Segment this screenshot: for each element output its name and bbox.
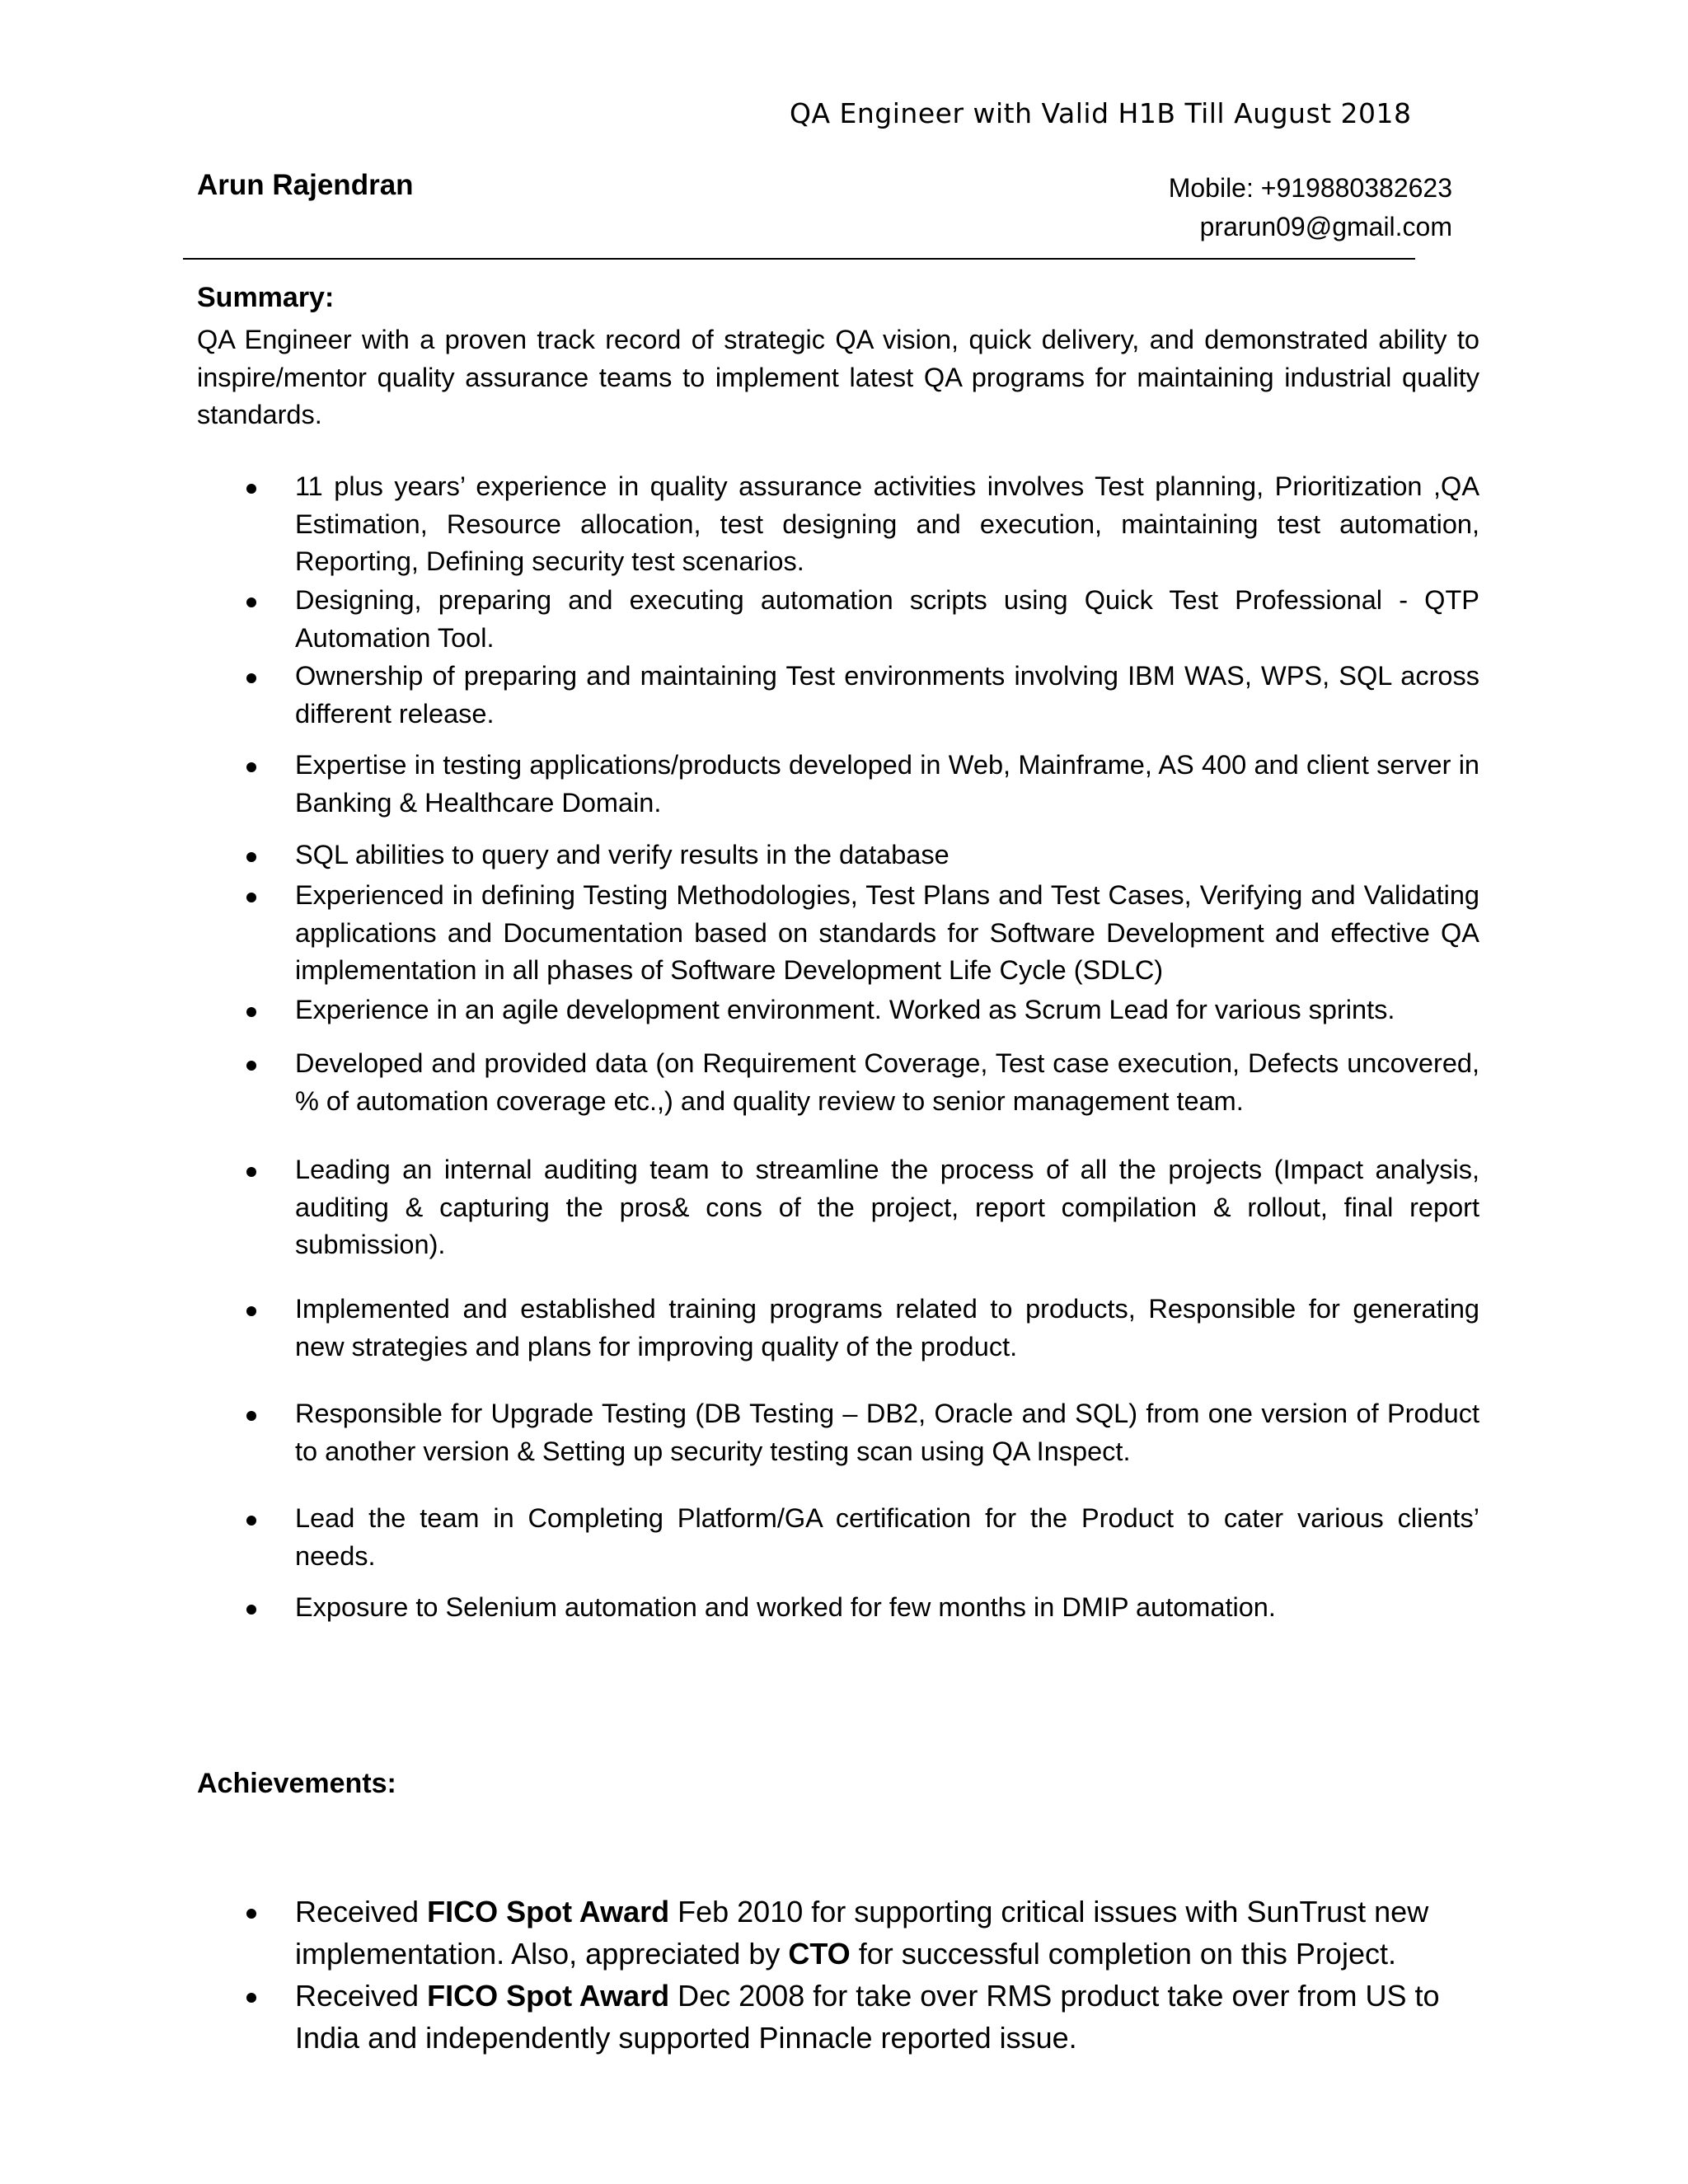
bullet-icon xyxy=(246,1993,256,2003)
bullet-icon xyxy=(246,598,256,607)
bullet-icon xyxy=(246,762,256,772)
candidate-name: Arun Rajendran xyxy=(197,169,414,201)
header-tagline: QA Engineer with Valid H1B Till August 2018 xyxy=(790,97,1412,129)
bullet-icon xyxy=(246,1061,256,1071)
achievement-text: Received FICO Spot Award Dec 2008 for take over RMS product take over from US to India and independently supported Pinnacle reported issue. xyxy=(295,1979,1440,2055)
summary-paragraph: QA Engineer with a proven track record of strategic QA vision, quick delivery, and demonstrated ability to inspire/mentor quality assurance teams to implement latest QA programs for maintaining industrial quality standards. xyxy=(197,325,1479,429)
cto-mention: CTO xyxy=(788,1937,851,1971)
mobile-number: Mobile: +919880382623 xyxy=(1168,173,1452,203)
bullet-text: Experience in an agile development environment. Worked as Scrum Lead for various sprints. xyxy=(295,995,1395,1024)
email-address: prarun09@gmail.com xyxy=(1199,212,1452,241)
bullet-icon xyxy=(246,1516,256,1526)
bullet-icon xyxy=(246,893,256,902)
award-name: FICO Spot Award xyxy=(427,1895,670,1929)
bullet-icon xyxy=(246,852,256,862)
summary-heading: Summary: xyxy=(197,282,335,313)
header-divider xyxy=(183,258,1415,260)
bullet-text: SQL abilities to query and verify results in the database xyxy=(295,840,950,869)
bullet-text: Leading an internal auditing team to streamline the process of all the projects (Impact analysis, auditing & capturing the pros& cons of the project, report compilation & rollout, final report submission). xyxy=(295,1155,1479,1259)
achievements-heading: Achievements: xyxy=(197,1768,396,1799)
bullet-text: Ownership of preparing and maintaining Test environments involving IBM WAS, WPS, SQL across different release. xyxy=(295,661,1479,729)
bullet-text: Implemented and established training programs related to products, Responsible for generating new strategies and plans for improving quality of the product. xyxy=(295,1294,1479,1361)
bullet-text: Experienced in defining Testing Methodologies, Test Plans and Test Cases, Verifying and Validating applications and Documentation based on standards for Software Development and effective QA implementation in all phases of Software Development Life Cycle (SDLC) xyxy=(295,880,1479,985)
bullet-text: Exposure to Selenium automation and worked for few months in DMIP automation. xyxy=(295,1592,1276,1622)
achievement-text: Received FICO Spot Award Feb 2010 for supporting critical issues with SunTrust new implementation. Also, appreciated by CTO for successful completion on this Project. xyxy=(295,1895,1429,1971)
bullet-icon xyxy=(246,484,256,494)
bullet-icon xyxy=(246,1007,256,1017)
bullet-icon xyxy=(246,1306,256,1316)
bullet-icon xyxy=(246,673,256,683)
bullet-text: Responsible for Upgrade Testing (DB Testing – DB2, Oracle and SQL) from one version of Product to another version & Setting up security testing scan using QA Inspect. xyxy=(295,1399,1479,1466)
bullet-text: Expertise in testing applications/products developed in Web, Mainframe, AS 400 and client server in Banking & Healthcare Domain. xyxy=(295,750,1479,818)
contact-block xyxy=(1169,169,1452,246)
bullet-icon xyxy=(246,1167,256,1177)
bullet-text: Developed and provided data (on Requirement Coverage, Test case execution, Defects uncovered, % of automation coverage etc.,) and quality review to senior management team. xyxy=(295,1048,1479,1116)
bullet-text: 11 plus years’ experience in quality assurance activities involves Test planning, Prioritization ,QA Estimation, Resource allocation, test designing and execution, maintaining test automation, Reporting, Defining security test scenarios. xyxy=(295,471,1479,576)
bullet-icon xyxy=(246,1605,256,1615)
bullet-icon xyxy=(246,1909,256,1919)
bullet-text: Lead the team in Completing Platform/GA certification for the Product to cater various clients’ needs. xyxy=(295,1503,1479,1571)
bullet-text: Designing, preparing and executing automation scripts using Quick Test Professional - QTP Automation Tool. xyxy=(295,585,1479,653)
bullet-icon xyxy=(246,1411,256,1421)
award-name: FICO Spot Award xyxy=(427,1979,670,2013)
